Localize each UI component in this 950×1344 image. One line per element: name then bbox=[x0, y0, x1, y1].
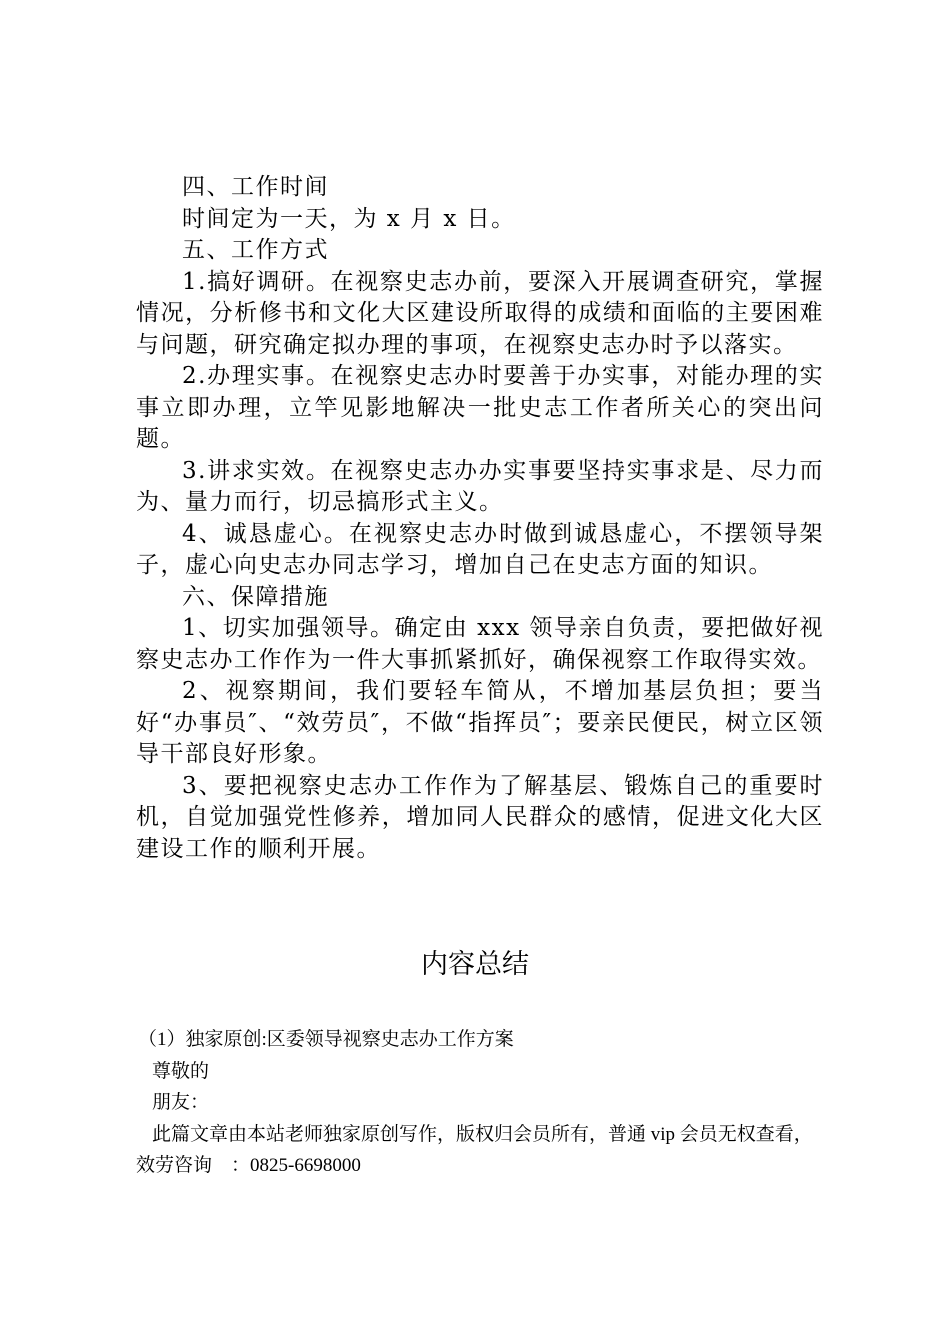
paragraph-safeguard-3: 3、要把视察史志办工作作为了解基层、锻炼自己的重要时机，自觉加强党性修养，增加同人民群众的感情，促进文化大区建设工作的顺利开展。 bbox=[136, 772, 824, 862]
heading-safeguards: 六、保障措施 bbox=[182, 583, 329, 610]
summary-line-title: （1）独家原创:区委领导视察史志办工作方案 bbox=[138, 1029, 514, 1050]
paragraph-time: 时间定为一天，为 x 月 x 日。 bbox=[182, 205, 516, 232]
document-body bbox=[136, 172, 824, 865]
heading-work-time: 四、工作时间 bbox=[182, 174, 329, 200]
summary-line-notice: 此篇文章由本站老师独家原创写作，版权归会员所有，普通 vip 会员无权查看，效劳咨询 ：0825-6698000 bbox=[136, 1123, 813, 1176]
summary-line-friend: 朋友： bbox=[152, 1092, 210, 1113]
paragraph-safeguard-1: 1、切实加强领导。确定由 xxx 领导亲自负责，要把做好视察史志办工作作为一件大事抓紧抓好，确保视察工作取得实效。 bbox=[136, 615, 824, 673]
paragraph-method-3: 3.讲求实效。在视察史志办办实事要坚持实事求是、尽力而为、量力而行，切忌搞形式主义。 bbox=[136, 457, 824, 515]
paragraph-method-1: 1.搞好调研。在视察史志办前，要深入开展调查研究，掌握情况，分析修书和文化大区建设所取得的成绩和面临的主要困难与问题，研究确定拟办理的事项，在视察史志办时予以落实。 bbox=[136, 268, 824, 358]
summary-line-greeting: 尊敬的 bbox=[152, 1060, 210, 1082]
paragraph-method-2: 2.办理实事。在视察史志办时要善于办实事，对能办理的实事立即办理，立竿见影地解决一批史志工作者所关心的突出问题。 bbox=[136, 363, 824, 452]
summary-title: 内容总结 bbox=[421, 949, 529, 979]
heading-work-method: 五、工作方式 bbox=[182, 237, 329, 263]
paragraph-safeguard-2: 2、视察期间，我们要轻车简从，不增加基层负担；要当好“办事员″、“效劳员″，不做“指挥员″；要亲民便民，树立区领导干部良好形象。 bbox=[136, 678, 824, 767]
summary-section bbox=[136, 1024, 826, 1182]
paragraph-method-4: 4、诚恳虚心。在视察史志办时做到诚恳虚心，不摆领导架子，虚心向史志办同志学习，增加自己在史志方面的知识。 bbox=[136, 520, 824, 578]
